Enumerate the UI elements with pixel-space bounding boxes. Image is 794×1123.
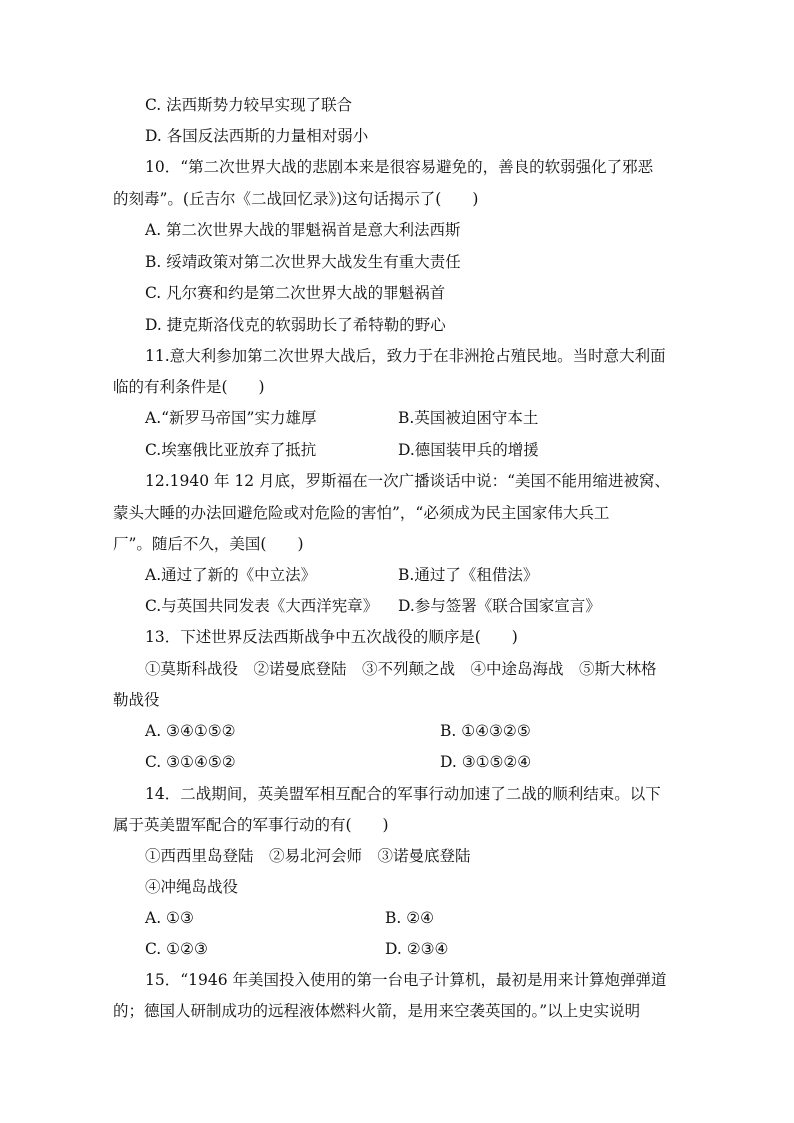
option-9c: C. 法西斯势力较早实现了联合 bbox=[145, 96, 353, 114]
option-10a: A. 第二次世界大战的罪魁祸首是意大利法西斯 bbox=[145, 221, 461, 239]
option-10c: C. 凡尔赛和约是第二次世界大战的罪魁祸首 bbox=[145, 284, 446, 302]
option-11c: C.埃塞俄比亚放弃了抵抗 bbox=[145, 441, 317, 459]
question-11-stem-line1: 11.意大利参加第二次世界大战后，致力于在非洲抢占殖民地。当时意大利面 bbox=[145, 347, 666, 365]
option-12d: D.参与签署《联合国家宣言》 bbox=[398, 597, 601, 615]
option-12b: B.通过了《租借法》 bbox=[398, 566, 539, 584]
option-14d: D. ②③④ bbox=[385, 940, 449, 958]
option-13c: C. ③①④⑤② bbox=[145, 753, 236, 771]
question-10-stem-line2: 的刻毒”。(丘吉尔《二战回忆录》)这句话揭示了( ) bbox=[113, 190, 479, 208]
option-14c: C. ①②③ bbox=[145, 940, 208, 958]
option-14a: A. ①③ bbox=[145, 909, 194, 927]
option-11d: D.德国装甲兵的增援 bbox=[398, 441, 539, 459]
option-9d: D. 各国反法西斯的力量相对弱小 bbox=[145, 127, 369, 145]
option-14b: B. ②④ bbox=[385, 909, 435, 927]
option-10b: B. 绥靖政策对第二次世界大战发生有重大责任 bbox=[145, 253, 461, 271]
option-10d: D. 捷克斯洛伐克的软弱助长了希特勒的野心 bbox=[145, 316, 446, 334]
question-13-items-line2: 勒战役 bbox=[113, 691, 160, 709]
option-11b: B.英国被迫困守本土 bbox=[398, 409, 539, 427]
question-11-stem-line2: 临的有利条件是( ) bbox=[113, 378, 265, 396]
question-10-stem-line1: 10．“第二次世界大战的悲剧本来是很容易避免的，善良的软弱强化了邪恶 bbox=[145, 158, 654, 176]
option-11a: A.“新罗马帝国”实力雄厚 bbox=[145, 409, 317, 427]
question-15-stem-line1: 15．“1946 年美国投入使用的第一台电子计算机，最初是用来计算炮弹弹道 bbox=[145, 971, 667, 989]
question-14-stem-line1: 14．二战期间，英美盟军相互配合的军事行动加速了二战的顺利结束。以下 bbox=[145, 785, 661, 803]
option-13a: A. ③④①⑤② bbox=[145, 722, 236, 740]
question-14-items-line2: ④冲绳岛战役 bbox=[145, 878, 239, 896]
option-13b: B. ①④③②⑤ bbox=[440, 722, 531, 740]
question-12-stem-line2: 蒙头大睡的办法回避危险或对危险的害怕”，“必须成为民主国家伟大兵工 bbox=[113, 504, 610, 522]
question-13-stem: 13．下述世界反法西斯战争中五次战役的顺序是( ) bbox=[145, 628, 518, 646]
option-12a: A.通过了新的《中立法》 bbox=[145, 566, 317, 584]
option-12c: C.与英国共同发表《大西洋宪章》 bbox=[145, 597, 379, 615]
question-12-stem-line3: 厂”。随后不久，美国( ) bbox=[113, 535, 304, 553]
question-13-items-line1: ①莫斯科战役 ②诺曼底登陆 ③不列颠之战 ④中途岛海战 ⑤斯大林格 bbox=[145, 660, 657, 678]
question-14-items-line1: ①西西里岛登陆 ②易北河会师 ③诺曼底登陆 bbox=[145, 847, 471, 865]
question-15-stem-line2: 的；德国人研制成功的远程液体燃料火箭，是用来空袭英国的。”以上史实说明 bbox=[113, 1002, 641, 1020]
question-14-stem-line2: 属于英美盟军配合的军事行动的有( ) bbox=[113, 816, 389, 834]
option-13d: D. ③①⑤②④ bbox=[440, 753, 532, 771]
question-12-stem-line1: 12.1940 年 12 月底，罗斯福在一次广播谈话中说：“美国不能用缩进被窝、 bbox=[145, 472, 671, 490]
